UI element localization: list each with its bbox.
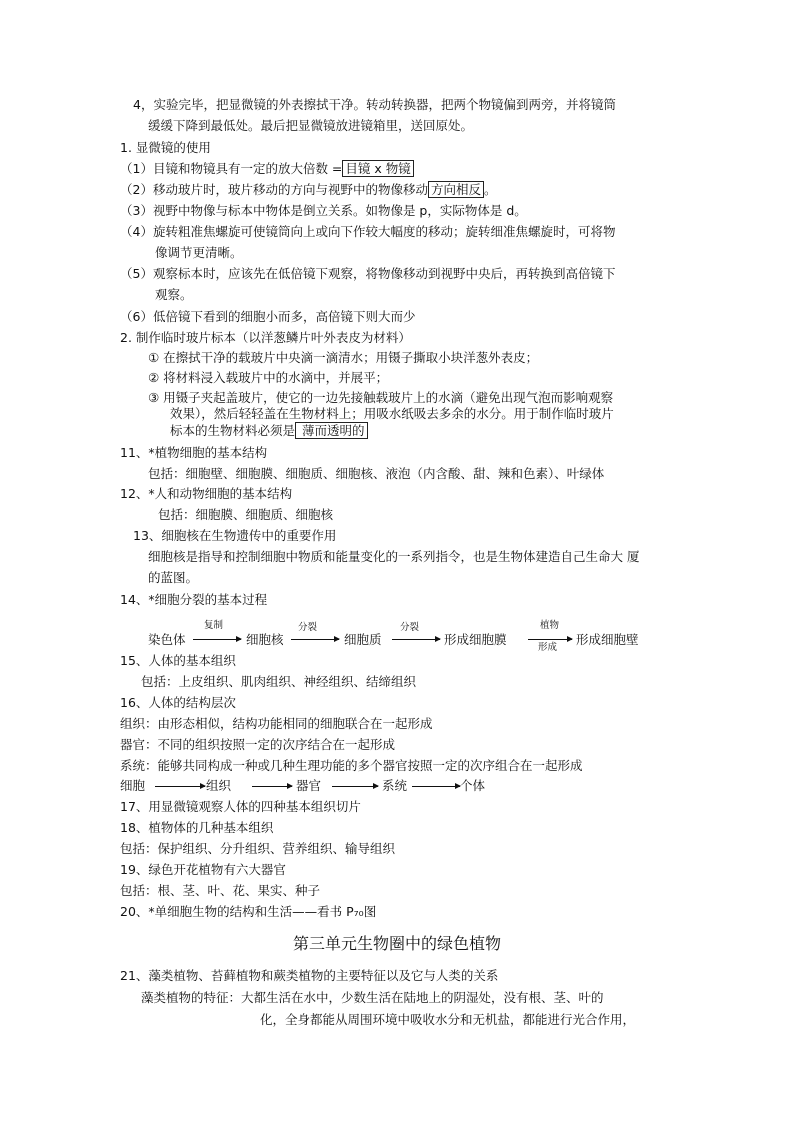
text-line: 器官：不同的组织按照一定的次序结合在一起形成 (120, 737, 396, 752)
text-line: 13、细胞核在生物遗传中的重要作用 (133, 528, 337, 543)
text-line: 缓缓下降到最低处。最后把显微镜放进镜箱里，送回原处。 (148, 118, 474, 133)
text-line: 包括：细胞膜、细胞质、细胞核 (158, 507, 334, 522)
text-line: （5）观察标本时，应该先在低倍镜下观察，将物像移动到视野中央后，再转换到高倍镜下 (120, 266, 616, 281)
boxed-answer: 目镜 x 物镜 (342, 160, 413, 177)
text-line: 细胞核是指导和控制细胞中物质和能量变化的一系列指令，也是生物体建造自己生命大 厦 (148, 549, 640, 564)
arrow-icon (528, 639, 572, 640)
text-line: ② 将材料浸入载玻片中的水滴中，并展平； (148, 370, 389, 385)
text-line: 效果），然后轻轻盖在生物材料上；用吸水纸吸去多余的水分。用于制作临时玻片 (170, 406, 614, 421)
text-segment: （1）目镜和物镜具有一定的放大倍数 = (120, 161, 343, 176)
text-line: ③ 用镊子夹起盖玻片，使它的一边先接触载玻片上的水滴（避免出现气泡而影响观察 (148, 390, 614, 405)
text-line: 包括：根、茎、叶、花、果实、种子 (120, 883, 321, 898)
chain-node: 组织 (206, 778, 232, 793)
text-line: 15、人体的基本组织 (120, 653, 236, 668)
chain-node: 个体 (460, 778, 486, 793)
chain-node: 形成细胞壁 (576, 632, 639, 647)
text-line: （4）旋转粗准焦螺旋可使镜筒向上或向下作较大幅度的移动；旋转细准焦螺旋时，可将物 (120, 224, 616, 239)
text-line (120, 161, 414, 177)
arrow-icon (155, 786, 205, 787)
text-line: 18、植物体的几种基本组织 (120, 820, 274, 835)
structure-hierarchy-chain (120, 778, 520, 794)
text-line (170, 423, 368, 439)
text-line: 包括：上皮组织、肌肉组织、神经组织、结缔组织 (141, 674, 417, 689)
boxed-answer: 方向相反 (428, 181, 484, 198)
cell-division-chain (148, 620, 668, 656)
arrow-icon (332, 786, 378, 787)
text-segment: 。 (483, 182, 497, 197)
boxed-answer: 薄而透明的 (295, 422, 367, 439)
text-line: 17、用显微镜观察人体的四种基本组织切片 (120, 799, 361, 814)
arrow-icon (392, 639, 440, 640)
text-line: ① 在擦拭干净的载玻片中央滴一滴清水；用镊子撕取小块洋葱外表皮； (148, 350, 539, 365)
text-line: 包括：保护组织、分升组织、营养组织、输导组织 (120, 841, 396, 856)
text-line: 系统：能够共同构成一种或几种生理功能的多个器官按照一定的次序组合在一起形成 (120, 758, 583, 773)
text-line: 组织：由形态相似，结构功能相同的细胞联合在一起形成 (120, 716, 433, 731)
arrow-icon (412, 786, 460, 787)
chain-label: 复制 (204, 620, 224, 631)
chain-node: 细胞 (120, 778, 146, 793)
text-line: 观察。 (155, 287, 193, 302)
chain-node: 染色体 (148, 632, 186, 647)
text-line: 19、绿色开花植物有六大器官 (120, 862, 286, 877)
text-line: 4，实验完毕，把显微镜的外表擦拭干净。转动转换器，把两个物镜偏到两旁，并将镜筒 (133, 97, 616, 112)
text-line (120, 182, 497, 198)
text-line: 的蓝图。 (148, 570, 199, 585)
text-line: 藻类植物的特征：大都生活在水中，少数生活在陆地上的阴湿处，没有根、茎、叶的 (141, 990, 604, 1005)
text-line: 2. 制作临时玻片标本（以洋葱鳞片叶外表皮为材料） (120, 330, 411, 345)
chain-label: 分裂 (298, 622, 318, 633)
text-line: 像调节更清晰。 (155, 245, 243, 260)
chain-label: 形成 (538, 642, 558, 653)
chain-node: 细胞质 (344, 632, 382, 647)
text-line: 化，全身都能从周围环境中吸收水分和无机盐，都能进行光合作用， (260, 1012, 636, 1027)
chain-node: 形成细胞膜 (444, 632, 507, 647)
arrow-icon (252, 786, 292, 787)
arrow-icon (193, 639, 241, 640)
text-line: 14、*细胞分裂的基本过程 (120, 592, 268, 607)
chain-node: 细胞核 (246, 632, 284, 647)
text-line: 11、*植物细胞的基本结构 (120, 445, 268, 460)
text-segment: 标本的生物材料必须是 (170, 423, 296, 438)
chain-node: 系统 (382, 778, 408, 793)
text-line: 12、*人和动物细胞的基本结构 (120, 486, 293, 501)
arrow-icon (291, 639, 339, 640)
text-line: （6）低倍镜下看到的细胞小而多，高倍镜下则大而少 (120, 309, 416, 324)
chain-label: 分裂 (400, 622, 420, 633)
chain-node: 器官 (296, 778, 322, 793)
text-segment: （2）移动玻片时，玻片移动的方向与视野中的物像移动 (120, 182, 428, 197)
text-line: 16、人体的结构层次 (120, 695, 236, 710)
text-line: 包括：细胞壁、细胞膜、细胞质、细胞核、液泡（内含酸、甜、辣和色素）、叶绿体 (148, 466, 605, 481)
chain-label: 植物 (540, 620, 560, 631)
text-line: 1. 显微镜的使用 (120, 140, 211, 155)
section-heading: 第三单元生物圈中的绿色植物 (292, 934, 501, 953)
text-line: 20、*单细胞生物的结构和生活——看书 P₇₀图 (120, 904, 377, 919)
text-line: （3）视野中物像与标本中物体是倒立关系。如物像是 p，实际物体是 d。 (120, 203, 527, 218)
text-line: 21、藻类植物、苔藓植物和蕨类植物的主要特征以及它与人类的关系 (120, 968, 499, 983)
